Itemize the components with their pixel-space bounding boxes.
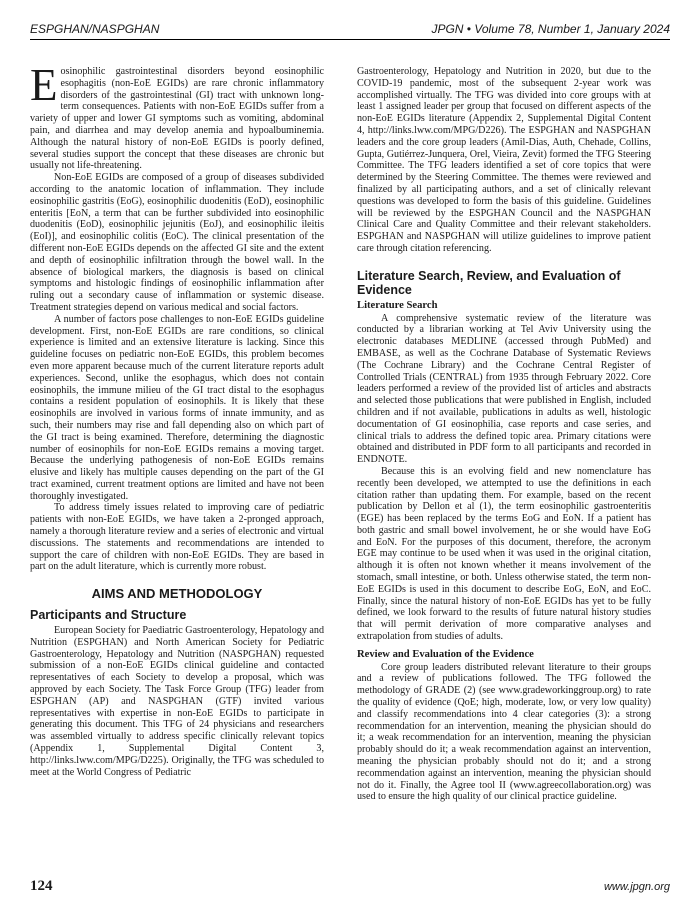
body-paragraph: European Society for Paediatric Gastroenterology, Hepatology and Nutrition (ESPGHAN) and North American Society for Pediatric Gastroenterology, Hepatology and Nutrition (NASPGHAN) requested submission of a non-EoE EGIDs clinical guideline and contacted representatives of each Society to develop a proposal, which was approved by each Society. The Task Force Group (TFG) leader from ESPGHAN (AP) and NASPGHAN (GTF) invited various representatives with expertise in non-EoE EGIDs to participate in generating this document. This TFG of 24 physicians and researchers was assembled virtually to address specific clinically relevant topics (Appendix 1, Supplemental Digital Content 3, http://links.lww.com/MPG/D225). Originally, the TFG was scheduled to meet at the World Congress of Pediatric (30, 625, 324, 778)
body-paragraph: To address timely issues related to improving care of pediatric patients with non-EoE EGIDs, we have taken a 2-pronged approach, namely a thorough literature review and a series of electronic and virtual discussions. The statements and recommendations are intended to support the care of children with non-EoE EGIDs. They are based in part on the adult literature, which is currently more robust. (30, 502, 324, 573)
left-column (30, 60, 324, 778)
continued-paragraph: Gastroenterology, Hepatology and Nutrition in 2020, but due to the COVID-19 pandemic, most of the subsequent 2-year work was accomplished virtually. The TFG was divided into core groups with at least 1 assigned leader per group that focused on different aspects of the non-EoE EGIDs literature (Appendix 2, Supplemental Digital Content 4, http://links.lww.com/MPG/D226). The ESPGHAN and NASPGHAN leaders and the core group leaders (Amil-Dias, Auth, Chehade, Collins, Gupta, Gutiérrez-Junquera, Orel, Vieira, Zevit) formed the TFG Steering Committee. The TFG leaders identified a set of core topics that were determined by the Steering Committee. The themes were reviewed and finalized by all participating authors, and a set of clinically relevant questions was developed to form the basis of this guideline. Guidelines will be reviewed by the ESPGHAN Council and the NASPGHAN Clinical Care and Quality Committee and their relevant stakeholders. ESPGHAN and NASPGHAN will utilize guidelines to improve patient care through citation referencing. (357, 66, 651, 254)
body-paragraph: Non-EoE EGIDs are composed of a group of diseases subdivided according to the anatomic location of inflammation. They include eosinophilic gastritis (EoG), eosinophilic duodenitis (EoD), eosinophilic enteritis [EoN, a term that can be further subdivided into eosinophilic duodenitis (EoD), eosinophilic jejunitis (EoJ), and eosinophilic ileitis (EoI)], and eosinophilic colitis (EoC). The clinical presentation of the different non-EoE EGIDs depends on the affected GI site and the extent and depth of eosinophilic infiltration through the bowel wall. In the absence of biological markers, the diagnosis is based on clinical symptoms and histologic findings of eosinophilic inflammation after ruling out a secondary cause of inflammation or systemic disease. Treatment strategies depend on various medical and social factors. (30, 172, 324, 313)
minor-heading-review-evidence: Review and Evaluation of the Evidence (357, 648, 534, 660)
header-society: ESPGHAN/NASPGHAN (30, 22, 160, 36)
minor-heading-literature-search: Literature Search (357, 299, 438, 311)
section-heading-methods: AIMS AND METHODOLOGY (91, 586, 263, 602)
right-column (357, 66, 651, 803)
body-paragraph: A number of factors pose challenges to non-EoE EGIDs guideline development. First, non-EoE EGIDs are rare conditions, so clinical experience is limited and an extensive literature is lacking. Since this guideline focuses on pediatric non-EoE EGIDs, this problem becomes even more apparent because much of the current literature reports adult experiences. Second, unlike the esophagus, which does not contain eosinophils, the immune milieu of the GI tract distal to the esophagus contains a resident population of eosinophils. It is likely that these eosinophils are involved in various forms of innate immunity, and as such, their numbers may rise and fall depending also on which part of the GI tract is being examined. Therefore, determining the diagnostic number of eosinophils for non-EoE EGIDs remains a moving target. Because the underlying pathogenesis of non-EoE EGIDs remains elusive and likely has multiple causes depending on the part of the GI tract examined, current treatment options are limited and have not been thoroughly investigated. (30, 313, 324, 502)
subsection-heading-literature: Literature Search, Review, and Evaluation of Evidence (357, 268, 621, 297)
body-paragraph: Core group leaders distributed relevant literature to their groups and a review of publications followed. The TFG followed the methodology of GRADE (2) (see www.gradeworkinggroup.org) to rate the quality of evidence (QoE; high, moderate, low, or very low quality) and classify recommendations into 4 clear categories (3): a strong recommendation for an intervention, meaning the physician should do it; a weak recommendation for an intervention, meaning the physician probably should do it; a weak recommendation against an intervention, meaning the physician probably should not do it; and a strong recommendation against an intervention, meaning the physician should not do it. Finally, the Agree tool II (www.agreecollaboration.org) was used to ensure the high quality of our clinical practice guideline. (357, 661, 651, 803)
page-footer (30, 878, 670, 895)
journal-url: www.jpgn.org (603, 881, 670, 893)
intro-text: osinophilic gastrointestinal disorders beyond eosinophilic esophagitis (non-EoE EGIDs) are rare chronic inflammatory disorders of the gastrointestinal (GI) tract with unknown long-term consequences. Patients with non-EoE EGIDs suffer from a variety of upper and lower GI symptoms such as vomiting, abdominal pain, and diarrhea and may develop anemia and hypoalbuminemia. Although the natural history of non-EoE EGIDs is poorly defined, several studies support the concept that these diseases are chronic but usually not life-threatening. (30, 66, 324, 172)
body-paragraph: Because this is an evolving field and new nomenclature has recently been developed, we attempted to use the definitions in each citation rather than updating them. For example, based on the recent publication by Dellon et al (1), the term eosinophilic gastroenteritis (EGE) has been replaced by the terms EoG and EoN. If a patient has both gastric and small bowel involvement, he or she would have EoG and EoN. For the purposes of this document, therefore, the acronym EGE may continue to be used when it was used in the original citation, although it is often not known whether it means involvement of the stomach, small intestine, or both. Unless otherwise stated, the term non-EoE EGIDs is used in this document to describe EoG, EoN, and EoC. Finally, since the natural history of non-EoE EGIDs has yet to be fully defined, we look forward to the results of future natural history studies that will permit derivation of more comparative analyses and extrapolation from studies of adults. (357, 465, 651, 643)
page-number: 124 (30, 878, 53, 894)
drop-cap: E (30, 60, 58, 110)
intro-paragraph (30, 60, 324, 172)
header-journal-info: JPGN • Volume 78, Number 1, January 2024 (431, 22, 670, 36)
body-paragraph: A comprehensive systematic review of the literature was conducted by a librarian working at Tel Aviv University using the electronic databases MEDLINE (accessed through PubMed) and EMBASE, as well as the Cochrane Database of Systematic Reviews (The Cochrane Library) and the Cochrane Central Register of Controlled Trials (CENTRAL) from 1935 through February 2022. Core leaders performed a review of the provided list of articles and abstracts and selected those publications that were published in English, included children and if not available, publications in adults as well, histologic documentation of GI eosinophilia, case reports and case series, and clinical trials to address the defined topic area. Primary citations were obtained and distributed in PDF form to all participants and recorded in ENDNOTE. (357, 312, 651, 466)
running-header (30, 14, 670, 40)
subsection-heading-participants: Participants and Structure (30, 608, 187, 623)
